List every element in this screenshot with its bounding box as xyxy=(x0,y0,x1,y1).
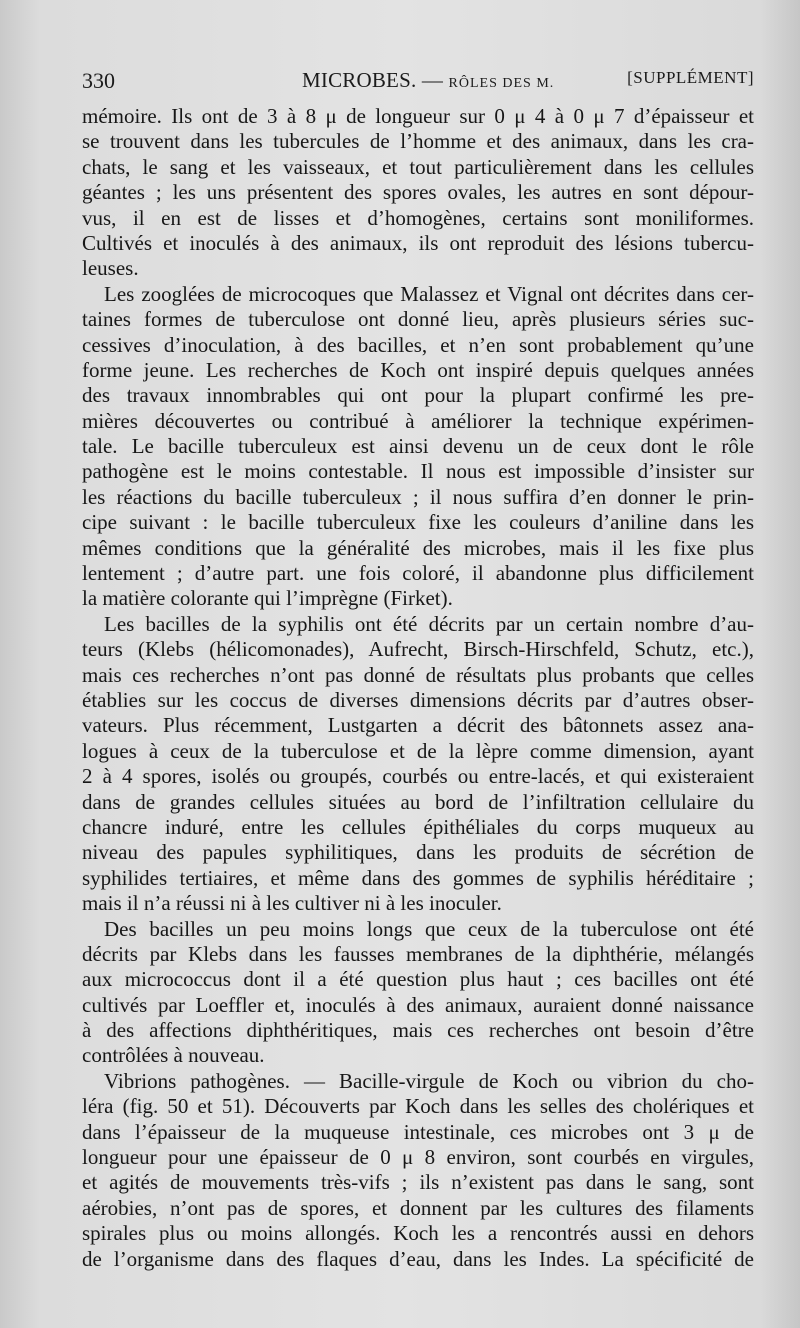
text-line: taines formes de tuberculose ont donné lieu, après plusieurs séries suc- xyxy=(82,307,754,332)
running-header xyxy=(82,68,754,98)
running-title-main: MICROBES. xyxy=(302,68,417,92)
text-line: décrits par Klebs dans les fausses membranes de la diphthérie, mélangés xyxy=(82,941,754,966)
page-number: 330 xyxy=(82,68,115,93)
text-line: teurs (Klebs (hélicomonades), Aufrecht, Birsch-Hirschfeld, Schutz, etc.), xyxy=(82,637,754,662)
text-line: vus, il en est de lisses et d’homogènes, certains sont moniliformes. xyxy=(82,205,754,230)
text-line: 2 à 4 spores, isolés ou groupés, courbés ou entre-lacés, et qui existeraient xyxy=(82,764,754,789)
text-line: des travaux innombrables qui ont pour la plupart confirmé les pre- xyxy=(82,383,754,408)
text-line: géantes ; les uns présentent des spores ovales, les autres en sont dépour- xyxy=(82,180,754,205)
text-line: aérobies, n’ont pas de spores, et donnent par les cultures des filaments xyxy=(82,1195,754,1220)
text-line: les réactions du bacille tuberculeux ; il nous suffira d’en donner le prin- xyxy=(82,484,754,509)
running-title-subtitle: RÔLES DES M. xyxy=(448,76,555,91)
text-line: longueur pour une épaisseur de 0 μ 8 environ, sont courbés en virgules, xyxy=(82,1145,754,1170)
text-line: mêmes conditions que la généralité des microbes, mais il les fixe plus xyxy=(82,535,754,560)
text-line: mais il n’a réussi ni à les cultiver ni à les inoculer. xyxy=(82,891,502,916)
text-line: chats, le sang et les vaisseaux, et tout particulièrement dans les cellules xyxy=(82,154,754,179)
text-line: dans l’épaisseur de la muqueuse intestinale, ces microbes ont 3 μ de xyxy=(82,1119,754,1144)
section-label: [SUPPLÉMENT] xyxy=(627,68,754,87)
text-line: tale. Le bacille tuberculeux est ainsi devenu un de ceux dont le rôle xyxy=(82,434,754,459)
text-line: cessives d’inoculation, à des bacilles, et n’en sont probablement qu’une xyxy=(82,332,754,357)
text-line: à des affections diphthéritiques, mais ces recherches ont besoin d’être xyxy=(82,1018,754,1043)
running-title xyxy=(302,68,554,93)
text-line: se trouvent dans les tubercules de l’homme et des animaux, dans les cra- xyxy=(82,129,754,154)
text-line: léra (fig. 50 et 51). Découverts par Koch dans les selles des cholériques et xyxy=(82,1094,754,1119)
text-line: aux micrococcus dont il a été question plus haut ; ces bacilles ont été xyxy=(82,967,754,992)
text-line: Cultivés et inoculés à des animaux, ils ont reproduit des lésions tubercu- xyxy=(82,230,754,255)
text-line: contrôlées à nouveau. xyxy=(82,1043,265,1068)
text-line: la matière colorante qui l’imprègne (Firket). xyxy=(82,586,453,611)
text-line: niveau des papules syphilitiques, dans les produits de sécrétion de xyxy=(82,840,754,865)
running-title-dash: — xyxy=(421,68,444,92)
text-line: Vibrions pathogènes. — Bacille-virgule de Koch ou vibrion du cho- xyxy=(104,1068,754,1093)
text-line: mémoire. Ils ont de 3 à 8 μ de longueur sur 0 μ 4 à 0 μ 7 d’épaisseur et xyxy=(82,104,754,128)
text-line: mais ces recherches n’ont pas donné de résultats plus probants que celles xyxy=(82,662,754,687)
text-line: forme jeune. Les recherches de Koch ont inspiré depuis quelques années xyxy=(82,357,754,382)
text-line: chancre induré, entre les cellules épithéliales du corps muqueux au xyxy=(82,814,754,839)
text-line: mières découvertes ou contribué à améliorer la technique expérimen- xyxy=(82,408,754,433)
text-line: lentement ; d’autre part. une fois coloré, il abandonne plus difficilement xyxy=(82,561,754,586)
text-line: syphilides tertiaires, et même dans des gommes de syphilis héréditaire ; xyxy=(82,865,754,890)
text-line: Des bacilles un peu moins longs que ceux de la tuberculose ont été xyxy=(104,916,754,941)
text-line: cipe suivant : le bacille tuberculeux fixe les couleurs d’aniline dans les xyxy=(82,510,754,535)
text-line: leuses. xyxy=(82,256,139,281)
text-line: et agités de mouvements très-vifs ; ils n’existent pas dans le sang, sont xyxy=(82,1170,754,1195)
text-line: cultivés par Loeffler et, inoculés à des animaux, auraient donné naissance xyxy=(82,992,754,1017)
text-line: Les zooglées de microcoques que Malassez et Vignal ont décrites dans cer- xyxy=(104,281,754,306)
text-line: pathogène est le moins contestable. Il nous est impossible d’insister sur xyxy=(82,459,754,484)
text-line: établies sur les coccus de diverses dimensions décrits par d’autres obser- xyxy=(82,687,754,712)
body-text xyxy=(82,104,754,1272)
text-line: dans de grandes cellules situées au bord de l’infiltration cellulaire du xyxy=(82,789,754,814)
text-line: vateurs. Plus récemment, Lustgarten a décrit des bâtonnets assez ana- xyxy=(82,713,754,738)
text-line: Les bacilles de la syphilis ont été décrits par un certain nombre d’au- xyxy=(104,611,754,636)
text-line: spirales plus ou moins allongés. Koch les a rencontrés aussi en dehors xyxy=(82,1221,754,1246)
text-line: logues à ceux de la tuberculose et de la lèpre comme dimension, ayant xyxy=(82,738,754,763)
text-line: de l’organisme dans des flaques d’eau, dans les Indes. La spécificité de xyxy=(82,1246,754,1271)
